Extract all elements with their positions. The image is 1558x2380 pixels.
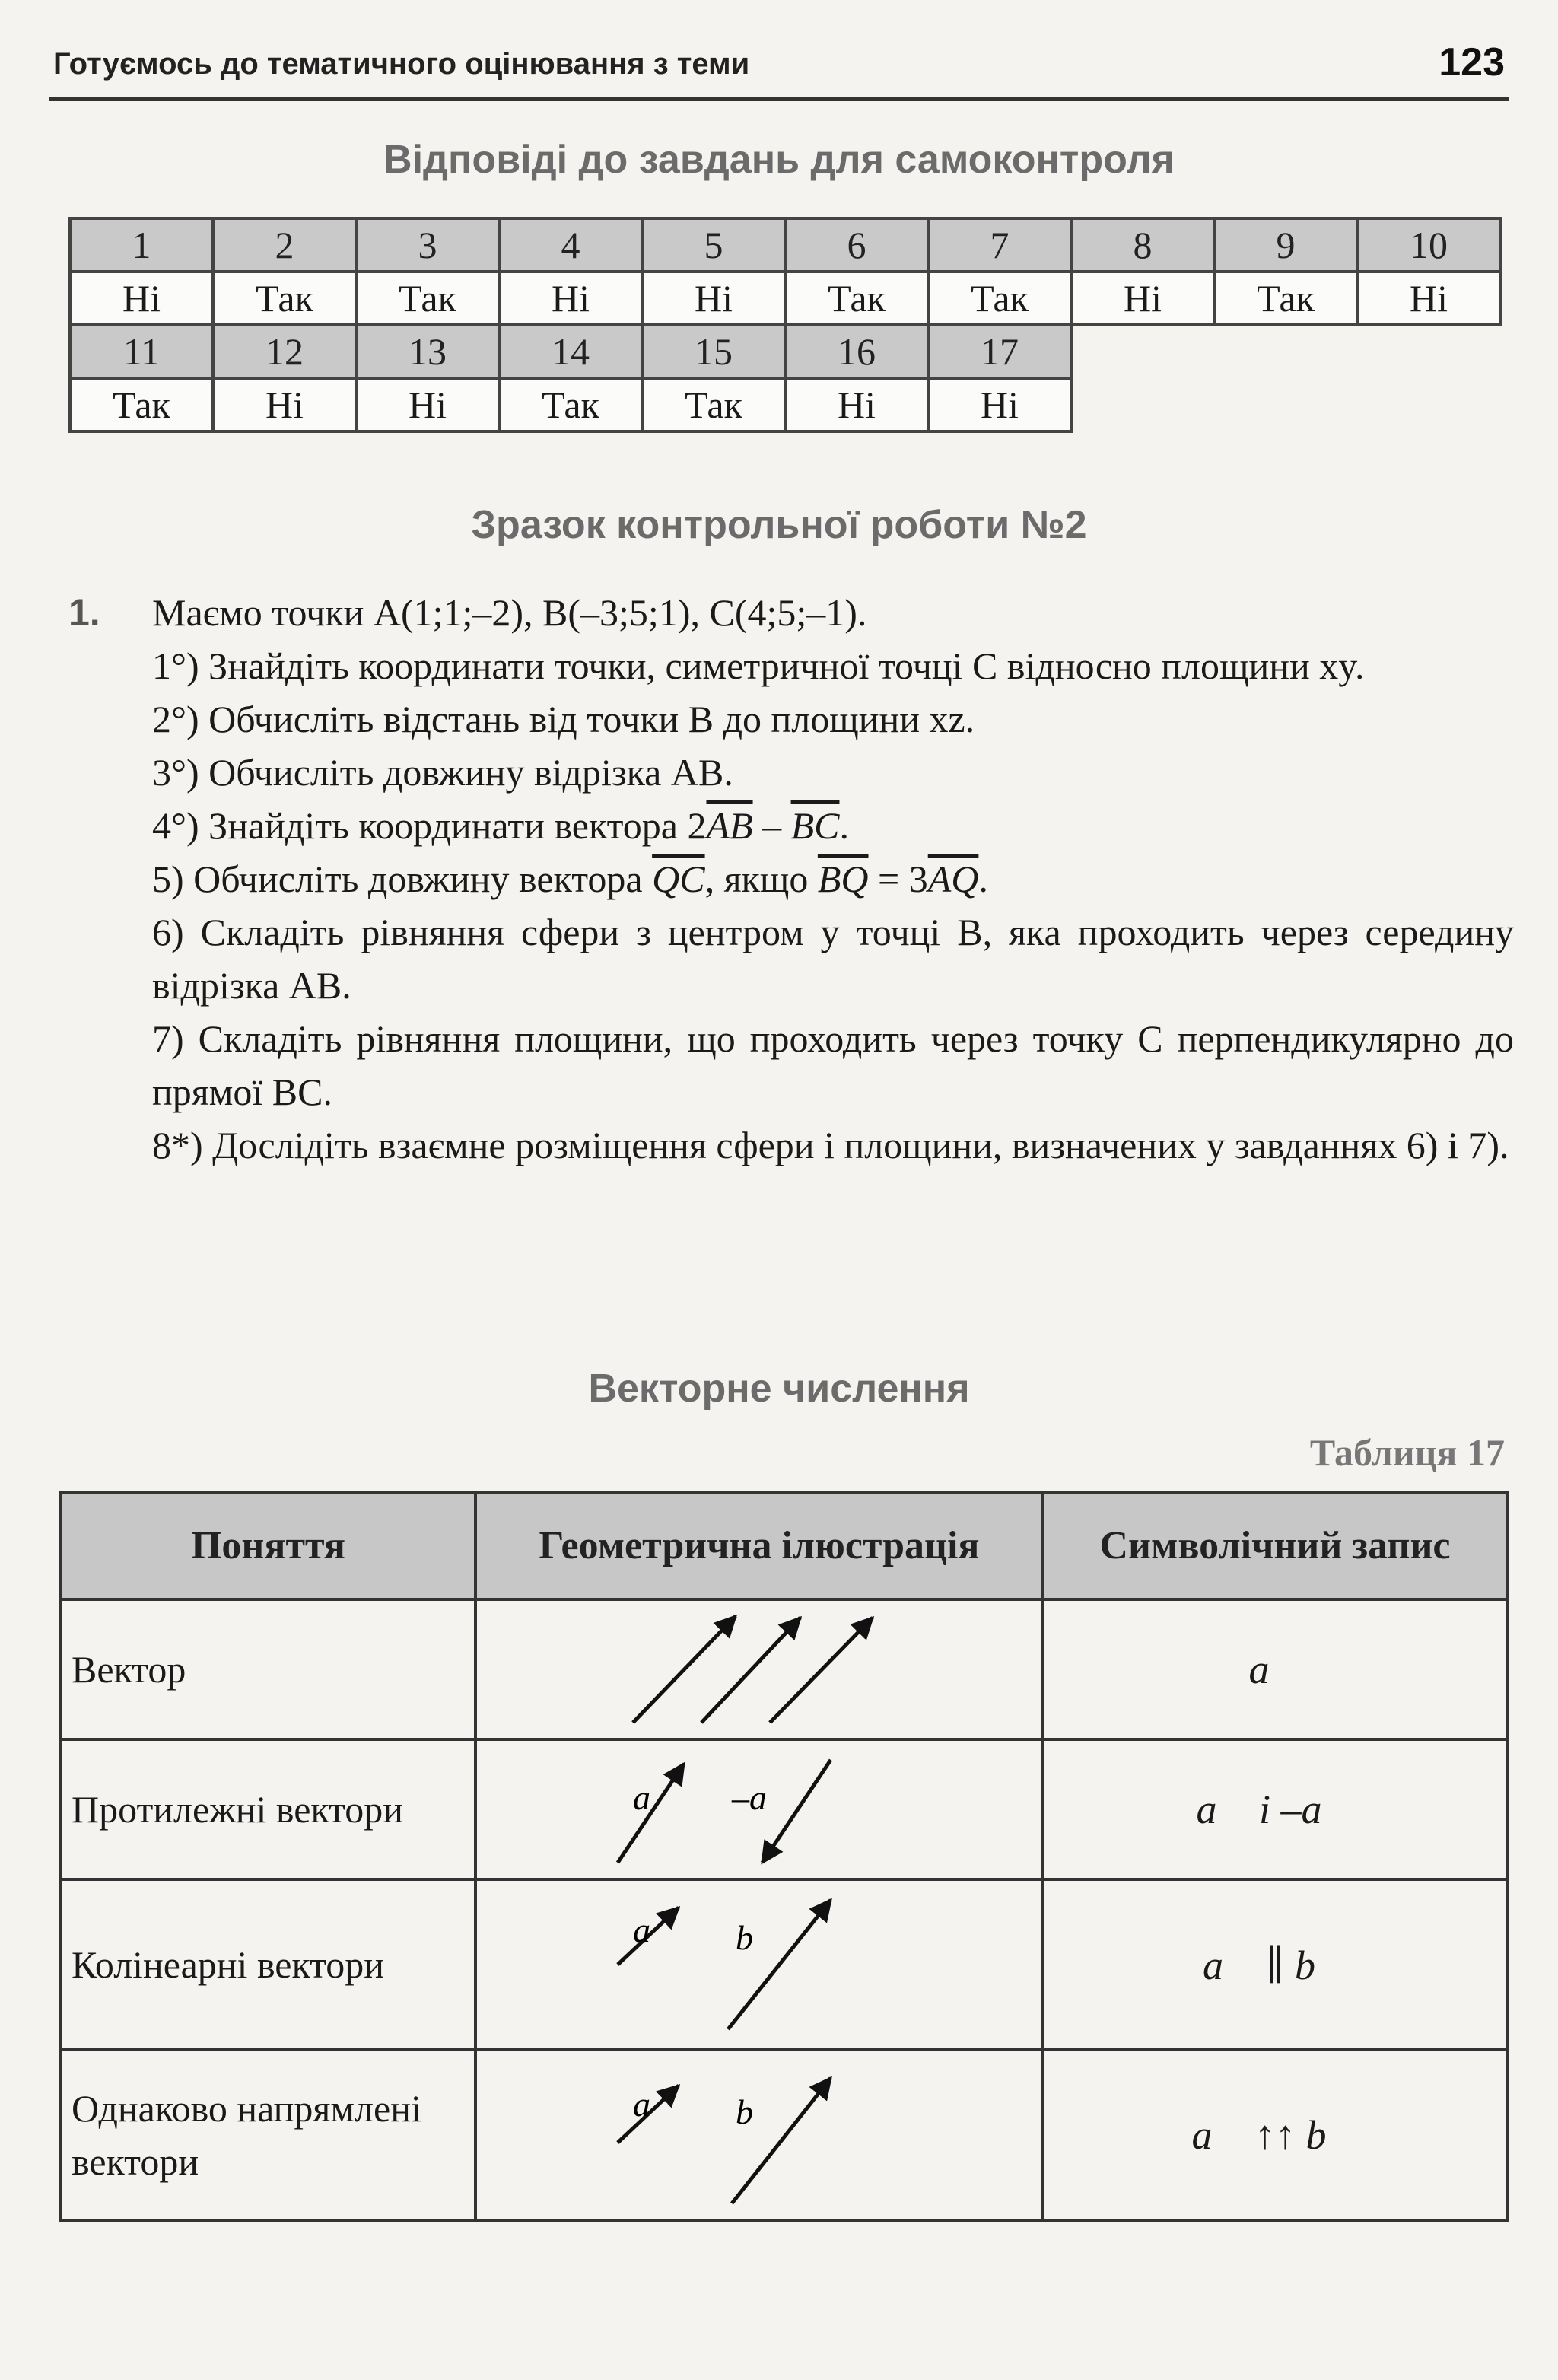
subtask-8: 8*) Дослідіть взаємне розміщення сфери і площини, визначених у завданнях 6) і 7). (152, 1124, 1509, 1166)
answer-number: 4 (499, 218, 642, 272)
empty-cell (1071, 378, 1214, 431)
answer-value: Ні (356, 378, 499, 431)
answer-value: Ні (213, 378, 356, 431)
row-codirectional (61, 2050, 1507, 2220)
answer-value: Ні (928, 378, 1071, 431)
answer-number: 12 (213, 325, 356, 378)
subtask-3: 3°) Обчисліть довжину відрізка AB. (152, 751, 733, 794)
task-intro (68, 586, 1514, 639)
subtask-5-text: 5) Обчисліть довжину вектора (152, 858, 653, 900)
vector-ab: $\overline{AB}$ (706, 804, 753, 847)
answer-number: 2 (213, 218, 356, 272)
answer-number: 10 (1357, 218, 1500, 272)
answer-number: 5 (642, 218, 785, 272)
opposite-arrows-figure (477, 1741, 1041, 1878)
answer-value: Ні (642, 272, 785, 325)
row-opposite (61, 1739, 1507, 1879)
vector-bq: $\overline{BQ}$ (817, 858, 869, 900)
label-neg-a: –a⃗ (732, 1778, 794, 1817)
task-block (68, 586, 1514, 1172)
label-b: b⃗ (736, 2092, 781, 2131)
answer-value: Ні (70, 272, 213, 325)
answers-table (68, 217, 1502, 433)
concept-codirectional: Однаково напрямлені вектори (61, 2050, 475, 2220)
concept-vector: Вектор (61, 1599, 475, 1739)
symbol-collinear: a⃗ ∥ b⃗ (1043, 1879, 1507, 2050)
header-illustration: Геометрична ілюстрація (475, 1493, 1043, 1599)
answer-value: Так (356, 272, 499, 325)
header-concept: Поняття (61, 1493, 475, 1599)
answers-row-values-2 (70, 378, 1500, 431)
task-number: 1. (68, 591, 100, 634)
task-intro-text: Маємо точки A(1;1;–2), B(–3;5;1), C(4;5;–1). (152, 591, 867, 634)
subtask-4 (68, 799, 1514, 852)
empty-cell (1357, 378, 1500, 431)
codirectional-arrows-figure (477, 2051, 1041, 2219)
table-header-row (61, 1493, 1507, 1599)
parallel-arrows-figure (477, 1601, 1041, 1738)
answer-value: Так (1214, 272, 1357, 325)
answer-number: 11 (70, 325, 213, 378)
empty-cell (1214, 325, 1357, 378)
answer-number: 15 (642, 325, 785, 378)
symbol-codirectional: a⃗ ↑↑ b⃗ (1043, 2050, 1507, 2220)
answer-value: Ні (785, 378, 928, 431)
answer-value: Так (213, 272, 356, 325)
illustration-codirectional (475, 2050, 1043, 2220)
vector-qc: $\overline{QC}$ (652, 858, 705, 900)
period: . (978, 858, 988, 900)
vectors-title: Векторне числення (588, 1367, 970, 1411)
arrow-1 (633, 1616, 736, 1723)
label-a: a⃗ (633, 2085, 678, 2124)
condition-text: , якщо (704, 858, 818, 900)
empty-cell (1071, 325, 1214, 378)
answers-row-numbers-1 (70, 218, 1500, 272)
vector-aq: $\overline{AQ}$ (927, 858, 979, 900)
answer-value: Так (928, 272, 1071, 325)
label-b: b⃗ (736, 1918, 781, 1957)
illustration-opposite (475, 1739, 1043, 1879)
minus-sign: – (752, 804, 791, 847)
answer-value: Так (499, 378, 642, 431)
answer-number: 3 (356, 218, 499, 272)
equals-text: = 3 (868, 858, 928, 900)
answer-number: 13 (356, 325, 499, 378)
answers-row-numbers-2 (70, 325, 1500, 378)
label-a: a⃗ (633, 1911, 678, 1949)
answer-number: 7 (928, 218, 1071, 272)
answer-value: Так (642, 378, 785, 431)
empty-cell (1214, 378, 1357, 431)
answer-value: Так (70, 378, 213, 431)
answer-number: 17 (928, 325, 1071, 378)
answer-value: Ні (499, 272, 642, 325)
illustration-vector (475, 1599, 1043, 1739)
subtask-6: 6) Складіть рівняння сфери з центром у точці B, яка проходить через середину відрізка AB. (152, 911, 1514, 1007)
answer-number: 1 (70, 218, 213, 272)
page-number: 123 (1439, 40, 1505, 84)
header-symbol: Символічний запис (1043, 1493, 1507, 1599)
row-collinear (61, 1879, 1507, 2050)
symbol-opposite: a⃗ і –a⃗ (1043, 1739, 1507, 1879)
vector-bc: $\overline{BC}$ (790, 804, 840, 847)
answer-number: 6 (785, 218, 928, 272)
answers-title: Відповіді до завдань для самоконтроля (383, 138, 1175, 182)
period: . (839, 804, 849, 847)
collinear-arrows-figure (477, 1881, 1041, 2048)
label-a: a⃗ (633, 1778, 678, 1817)
answers-row-values-1 (70, 272, 1500, 325)
subtask-1: 1°) Знайдіть координати точки, симетричної точці C відносно площини xy. (152, 644, 1365, 687)
answer-value: Так (785, 272, 928, 325)
answer-number: 9 (1214, 218, 1357, 272)
illustration-collinear (475, 1879, 1043, 2050)
subtask-2: 2°) Обчисліть відстань від точки B до площини xz. (152, 698, 975, 740)
table-caption: Таблиця 17 (1309, 1431, 1505, 1474)
answer-value: Ні (1357, 272, 1500, 325)
vector-concepts-table (59, 1491, 1509, 2222)
answer-number: 8 (1071, 218, 1214, 272)
answer-value: Ні (1071, 272, 1214, 325)
subtask-7: 7) Складіть рівняння площини, що проходить через точку C перпендикулярно до прямої BC. (152, 1017, 1514, 1113)
answer-number: 14 (499, 325, 642, 378)
symbol-vector: a⃗ (1043, 1599, 1507, 1739)
subtask-5 (68, 852, 1514, 905)
row-vector (61, 1599, 1507, 1739)
answer-number: 16 (785, 325, 928, 378)
test-title: Зразок контрольної роботи №2 (471, 503, 1087, 547)
running-head: Готуємось до тематичного оцінювання з теми (53, 47, 750, 81)
empty-cell (1357, 325, 1500, 378)
header-rule (49, 97, 1509, 101)
concept-collinear: Колінеарні вектори (61, 1879, 475, 2050)
subtask-4-text: 4°) Знайдіть координати вектора 2 (152, 804, 707, 847)
concept-opposite: Протилежні вектори (61, 1739, 475, 1879)
